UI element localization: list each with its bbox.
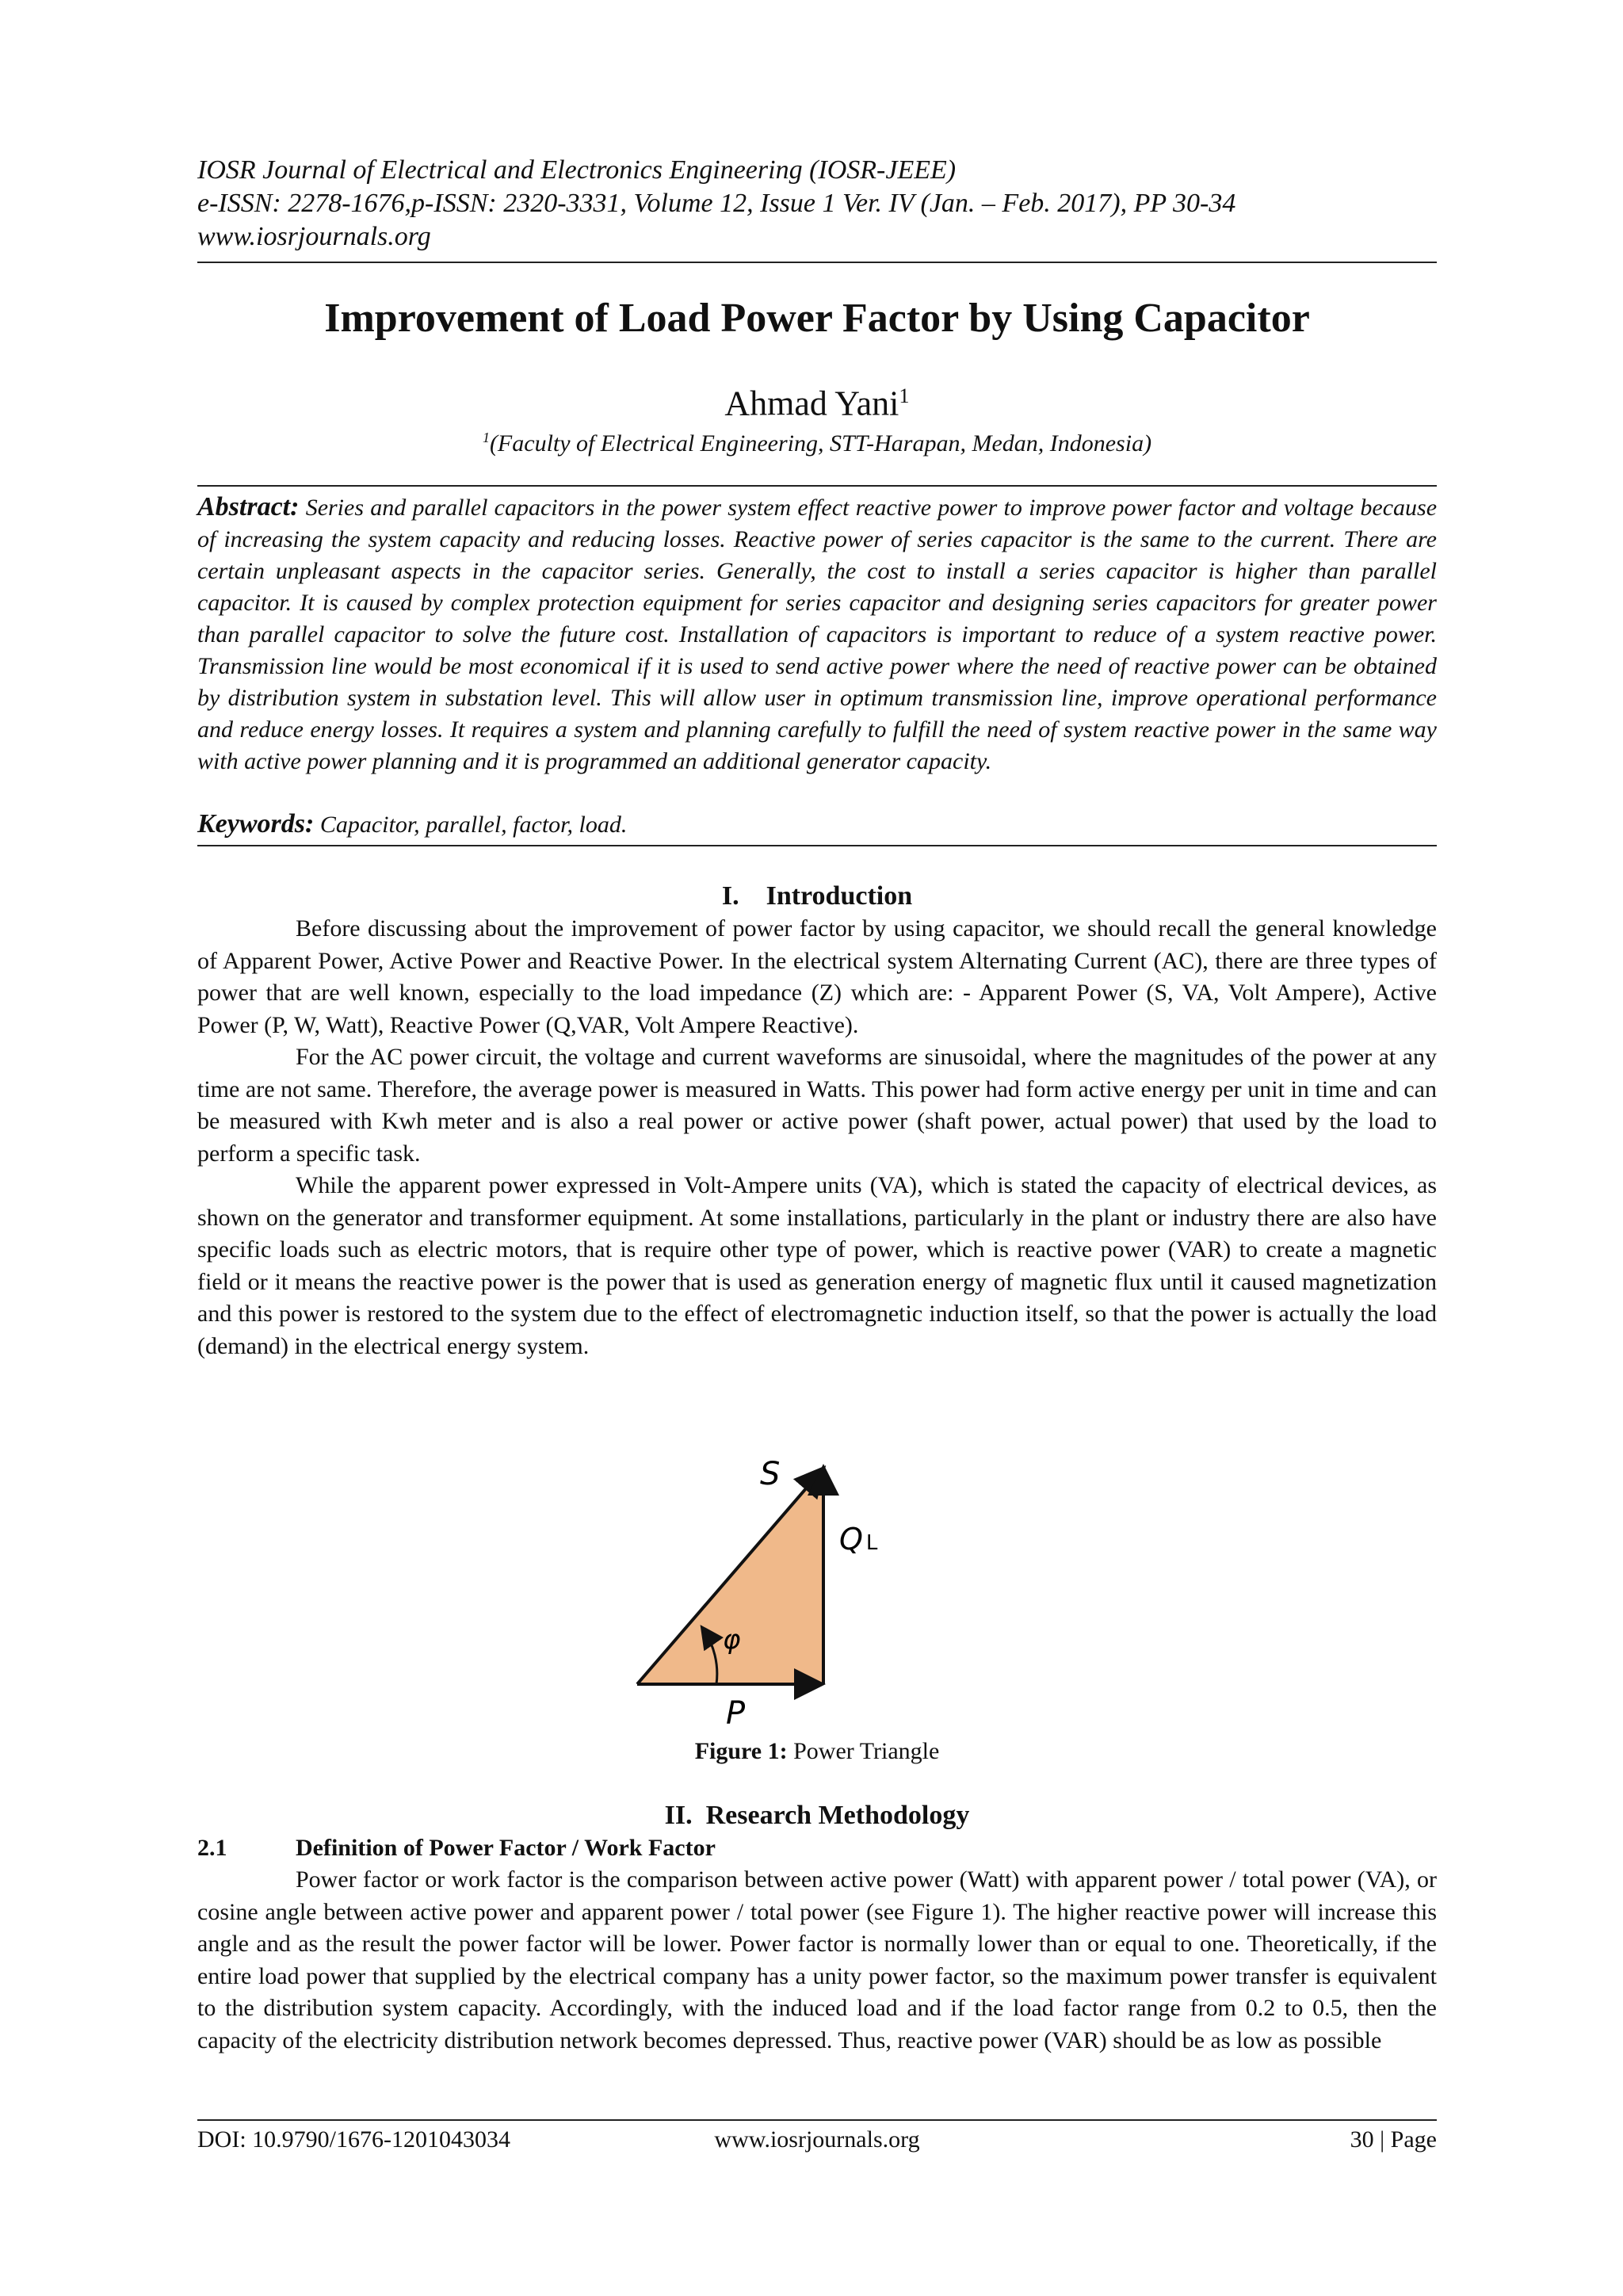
figure-caption-label: Figure 1:: [694, 1738, 788, 1764]
footer-rule: [197, 2119, 1437, 2121]
abstract: [197, 491, 1437, 777]
methodology-body: [197, 1864, 1437, 2057]
header-rule: [197, 262, 1437, 263]
introduction-paragraph-1: Before discussing about the improvement of power factor by using capacitor, we should recall the general knowledge of Apparent Power, Active Power and Reactive Power. In the electrical system Alternating Current (AC), there are three types of power that are well known, especially to the load impedance (Z) which are: - Apparent Power (S, VA, Volt Ampere), Active Power (P, W, Watt), Reactive Power (Q,VAR, Volt Ampere Reactive).: [197, 915, 1437, 1038]
author-sup: 1: [899, 384, 910, 407]
keywords: [197, 808, 1437, 841]
introduction-paragraph-3: While the apparent power expressed in Volt-Ampere units (VA), which is stated the capacity of electrical devices, as shown on the generator and transformer equipment. At some installations, particularly in the plant or industry there are also have specific loads such as electric motors, that is require other type of power, which is reactive power (VAR) to create a magnetic field or it means the reactive power is the power that is used as generation energy of magnetic flux until it caused magnetization and this power is restored to the system due to the effect of electromagnetic induction itself, so that the power is actually the load (demand) in the electrical energy system.: [197, 1172, 1437, 1359]
label-p: P: [726, 1695, 746, 1732]
affiliation: [197, 422, 1437, 460]
power-triangle-figure: [621, 1446, 1033, 1732]
footer-page-number: 30 | Page: [1350, 2126, 1437, 2153]
journal-website: www.iosrjournals.org: [197, 222, 431, 251]
figure-caption-text: Power Triangle: [793, 1738, 940, 1764]
keywords-label: Keywords:: [197, 809, 315, 839]
subsection-title: Definition of Power Factor / Work Factor: [296, 1835, 716, 1861]
author: [197, 374, 1437, 426]
figure-caption: [197, 1736, 1437, 1767]
label-phi: φ: [723, 1624, 741, 1656]
footer-doi: DOI: 10.9790/1676-1201043034: [197, 2126, 510, 2153]
label-q-sub: L: [865, 1531, 878, 1555]
paper-title: Improvement of Load Power Factor by Using Capacitor: [324, 296, 1310, 341]
journal-header: [197, 154, 1437, 254]
keywords-text: Capacitor, parallel, factor, load.: [319, 812, 628, 838]
label-s: S: [760, 1456, 781, 1492]
abstract-bottom-rule: [197, 845, 1437, 846]
journal-issn: e-ISSN: 2278-1676,p-ISSN: 2320-3331, Volume 12, Issue 1 Ver. IV (Jan. – Feb. 2017), PP 30-34: [197, 189, 1236, 218]
footer-website: www.iosrjournals.org: [714, 2126, 920, 2153]
subsection-number: 2.1: [197, 1835, 227, 1861]
affiliation-sup: 1: [482, 430, 490, 445]
affiliation-text: (Faculty of Electrical Engineering, STT-Harapan, Medan, Indonesia): [489, 430, 1152, 457]
section-heading-methodology: II. Research Methodology: [664, 1801, 970, 1830]
author-name: Ahmad Yani: [724, 384, 899, 423]
section-heading-introduction: I. Introduction: [721, 881, 913, 911]
subsection-heading: [197, 1832, 1437, 1864]
introduction-paragraph-2: For the AC power circuit, the voltage and current waveforms are sinusoidal, where the magnitudes of the power at any time are not same. Therefore, the average power is measured in Watts. This power had form active energy per unit in time and can be measured with Kwh meter and is also a real power or active power (shaft power, actual power) that used by the load to perform a specific task.: [197, 1044, 1437, 1167]
abstract-top-rule: [197, 485, 1437, 487]
introduction-body: [197, 913, 1437, 1362]
label-q: [839, 1522, 878, 1557]
methodology-paragraph: Power factor or work factor is the comparison between active power (Watt) with apparent power / total power (VA), or cosine angle between active power and apparent power / total power (see Figure 1). The higher reactive power will increase this angle and as the result the power factor will be lower. Power factor is normally lower than or equal to one. Theoretically, if the entire load power that supplied by the electrical company has a unity power factor, so the maximum power transfer is equivalent to the distribution system capacity. Accordingly, with the induced load and if the load factor range from 0.2 to 0.5, then the capacity of the electricity distribution network becomes depressed. Thus, reactive power (VAR) should be as low as possible: [197, 1866, 1437, 2053]
journal-name: IOSR Journal of Electrical and Electronics Engineering (IOSR-JEEE): [197, 155, 957, 185]
abstract-text: Series and parallel capacitors in the power system effect reactive power to improve power factor and voltage because of increasing the system capacity and reducing losses. Reactive power of series capacitor is the same to the current. There are certain unpleasant aspects in the capacitor series. Generally, the cost to install a series capacitor is higher than parallel capacitor. It is caused by complex protection equipment for series capacitor and designing series capacitors for greater power than parallel capacitor to solve the future cost. Installation of capacitors is important to reduce of a system reactive power. Transmission line would be most economical if it is used to send active power where the need of reactive power can be obtained by distribution system in substation level. This will allow user in optimum transmission line, improve operational performance and reduce energy losses. It requires a system and planning carefully to fulfill the need of system reactive power in the same way with active power planning and it is programmed an additional generator capacity.: [197, 495, 1438, 774]
abstract-label: Abstract:: [197, 492, 300, 521]
label-q-main: Q: [839, 1522, 863, 1557]
